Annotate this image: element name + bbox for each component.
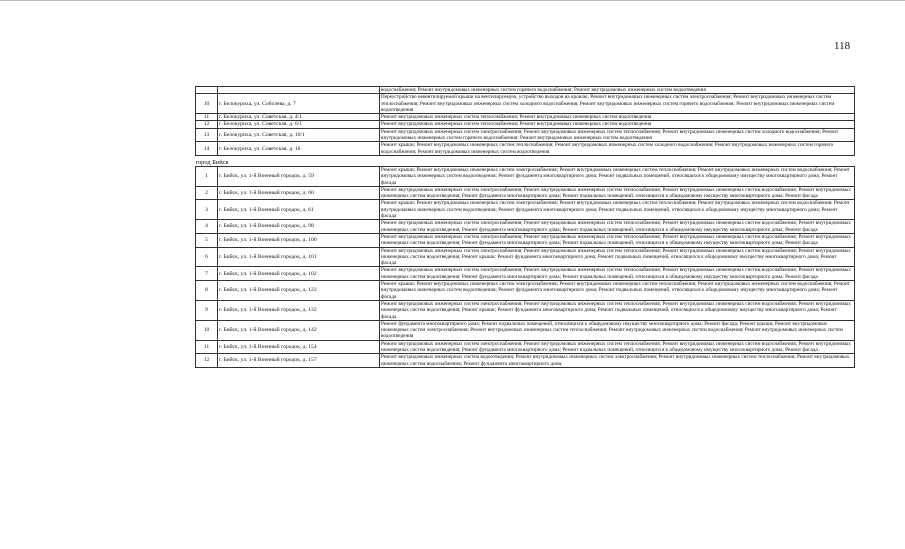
works-cell: водоснабжения; Ремонт внутридомовых инженерных систем горячего водоснабжения; Ремонт внутридомовых инженерных систем водоотведения: [380, 87, 855, 94]
works-cell: Ремонт крыши; Ремонт внутридомовых инженерных систем электроснабжения; Ремонт внутридомовых инженерных систем теплоснабжения; Ремонт внутридомовых инженерных систем водоснабжения; Ремонт внутридомовых инженерных систем водоотведения; Ремонт фундамента многоквартирного дома; Ремонт подвальных помещений, относящихся к общедомовому имуществу многоквартирного дома; Ремонт фасада: [380, 281, 855, 301]
row-number: [196, 87, 218, 94]
works-cell: Ремонт внутридомовых инженерных систем электроснабжения; Ремонт внутридомовых инженерных систем теплоснабжения; Ремонт внутридомовых инженерных систем водоснабжения; Ремонт внутридомовых инженерных систем водоотведения; Ремонт фундамента многоквартирного дома; Ремонт подвальных помещений, относящихся к общедомовому имуществу многоквартирного дома; Ремонт фасада: [380, 233, 855, 247]
row-number: 4: [196, 220, 218, 234]
address-cell: г. Белокуриха, ул. Советская, д. 10/1: [218, 128, 380, 142]
table-row: [196, 166, 855, 186]
table-row: [196, 354, 855, 368]
address-cell: г. Бийск, ул. 1-й Военный городок, д. 61: [218, 200, 380, 220]
row-number: 13: [196, 128, 218, 142]
table-row: [196, 114, 855, 121]
works-cell: Ремонт внутридомовых инженерных систем электроснабжения; Ремонт внутридомовых инженерных систем теплоснабжения; Ремонт внутридомовых инженерных систем водоснабжения; Ремонт внутридомовых инженерных систем водоотведения; Ремонт фундамента многоквартирного дома; Ремонт подвальных помещений, относящихся к общедомовому имуществу многоквартирного дома; Ремонт фасада: [380, 340, 855, 354]
row-number: 12: [196, 121, 218, 128]
works-cell: Ремонт внутридомовых инженерных систем теплоснабжения; Ремонт внутридомовых инженерных систем водоотведения: [380, 114, 855, 121]
section-title: город Бийск: [196, 155, 855, 166]
row-number: 12: [196, 354, 218, 368]
row-number: 11: [196, 340, 218, 354]
address-cell: г. Бийск, ул. 1-й Военный городок, д. 132: [218, 300, 380, 320]
works-cell: Ремонт внутридомовых инженерных систем водоотведения; Ремонт внутридомовых инженерных систем электроснабжения; Ремонт внутридомовых инженерных систем теплоснабжения; Ремонт внутридомовых инженерных систем водоснабжения; Ремонт фундамента многоквартирного дома;: [380, 354, 855, 368]
table-row: [196, 281, 855, 301]
page-number: 118: [834, 40, 851, 52]
row-number: 6: [196, 247, 218, 267]
row-number: 14: [196, 142, 218, 156]
row-number: 3: [196, 200, 218, 220]
table-row: [196, 94, 855, 114]
address-cell: г. Бийск, ул. 1-й Военный городок, д. 59: [218, 166, 380, 186]
table-row: [196, 247, 855, 267]
address-cell: г. Бийск, ул. 1-й Военный городок, д. 122: [218, 281, 380, 301]
works-cell: Ремонт внутридомовых инженерных систем электроснабжения; Ремонт внутридомовых инженерных систем теплоснабжения; Ремонт внутридомовых инженерных систем водоснабжения; Ремонт внутридомовых инженерных систем водоотведения; Ремонт фундамента многоквартирного дома; Ремонт подвальных помещений, относящихся к общедомовому имуществу многоквартирного дома; Ремонт фасада: [380, 186, 855, 200]
address-cell: г. Бийск, ул. 1-й Военный городок, д. 102: [218, 267, 380, 281]
table-row: [196, 128, 855, 142]
table-row: [196, 142, 855, 156]
row-number: 8: [196, 281, 218, 301]
table-row: [196, 200, 855, 220]
works-cell: Ремонт крыши; Ремонт внутридомовых инженерных систем электроснабжения; Ремонт внутридомовых инженерных систем теплоснабжения; Ремонт внутридомовых инженерных систем водоснабжения; Ремонт внутридомовых инженерных систем водоотведения; Ремонт фундамента многоквартирного дома; Ремонт подвальных помещений, относящихся к общедомовому имуществу многоквартирного дома; Ремонт фасада: [380, 200, 855, 220]
address-cell: г. Белокуриха, ул. Советская, д. 16: [218, 142, 380, 156]
row-number: 10: [196, 320, 218, 340]
table-body: [196, 87, 855, 368]
table-row: [196, 220, 855, 234]
address-cell: г. Бийск, ул. 1-й Военный городок, д. 98: [218, 220, 380, 234]
works-cell: Ремонт внутридомовых инженерных систем электроснабжения; Ремонт внутридомовых инженерных систем теплоснабжения; Ремонт внутридомовых инженерных систем водоснабжения; Ремонт внутридомовых инженерных систем водоотведения; Ремонт крыши; Ремонт фундамента многоквартирного дома; Ремонт подвальных помещений, относящихся к общедомовому имуществу многоквартирного дома; Ремонт фасада: [380, 247, 855, 267]
address-cell: г. Бийск, ул. 1-й Военный городок, д. 142: [218, 320, 380, 340]
works-cell: Переустройство невентилируемой крыши на вентилируемую, устройство выходов на кровлю; Ремонт внутридомовых инженерных систем электроснабжения; Ремонт внутридомовых инженерных систем теплоснабжения; Ремонт внутридомовых инженерных систем холодного водоснабжения; Ремонт внутридомовых инженерных систем горячего водоснабжения; Ремонт внутридомовых инженерных систем водоотведения: [380, 94, 855, 114]
row-number: 11: [196, 114, 218, 121]
scan-edge-line: [0, 0, 905, 1]
address-cell: [218, 87, 380, 94]
row-number: 2: [196, 186, 218, 200]
table-row: [196, 121, 855, 128]
table-row: [196, 233, 855, 247]
row-number: 9: [196, 300, 218, 320]
section-row: [196, 155, 855, 166]
address-cell: г. Бийск, ул. 1-й Военный городок, д. 157: [218, 354, 380, 368]
works-cell: Ремонт внутридомовых инженерных систем электроснабжения; Ремонт внутридомовых инженерных систем теплоснабжения; Ремонт внутридомовых инженерных систем водоснабжения; Ремонт внутридомовых инженерных систем водоотведения; Ремонт фундамента многоквартирного дома; Ремонт подвальных помещений, относящихся к общедомовому имуществу многоквартирного дома; Ремонт фасада: [380, 267, 855, 281]
address-cell: г. Бийск, ул. 1-й Военный городок, д. 101: [218, 247, 380, 267]
table-row: [196, 300, 855, 320]
row-number: 7: [196, 267, 218, 281]
works-cell: Ремонт внутридомовых инженерных систем электроснабжения; Ремонт внутридомовых инженерных систем теплоснабжения; Ремонт внутридомовых инженерных систем холодного водоснабжения; Ремонт внутридомовых инженерных систем горячего водоснабжения; Ремонт внутридомовых инженерных систем водоотведения: [380, 128, 855, 142]
works-cell: Ремонт крыши; Ремонт внутридомовых инженерных систем теплоснабжения; Ремонт внутридомовых инженерных систем холодного водоснабжения; Ремонт внутридомовых инженерных систем горячего водоснабжения; Ремонт внутридомовых инженерных систем водоотведения: [380, 142, 855, 156]
address-cell: г. Бийск, ул. 1-й Военный городок, д. 100: [218, 233, 380, 247]
address-cell: г. Бийск, ул. 1-й Военный городок, д. 60: [218, 186, 380, 200]
table-row: [196, 267, 855, 281]
table-row: [196, 320, 855, 340]
address-cell: г. Белокуриха, ул. Советская, д. 6/1: [218, 121, 380, 128]
row-number: 10: [196, 94, 218, 114]
address-cell: г. Белокуриха, ул. Советская, д. 4/1: [218, 114, 380, 121]
works-cell: Ремонт внутридомовых инженерных систем теплоснабжения; Ремонт внутридомовых инженерных систем водоотведения: [380, 121, 855, 128]
row-number: 1: [196, 166, 218, 186]
address-cell: г. Бийск, ул. 1-й Военный городок, д. 154: [218, 340, 380, 354]
repair-works-table: [195, 86, 855, 368]
table-row: [196, 340, 855, 354]
row-number: 5: [196, 233, 218, 247]
works-cell: Ремонт крыши; Ремонт внутридомовых инженерных систем электроснабжения; Ремонт внутридомовых инженерных систем теплоснабжения; Ремонт внутридомовых инженерных систем водоснабжения; Ремонт внутридомовых инженерных систем водоотведения; Ремонт фундамента многоквартирного дома; Ремонт подвальных помещений, относящихся к общедомовому имуществу многоквартирного дома; Ремонт фасада: [380, 166, 855, 186]
table-row: [196, 87, 855, 94]
works-cell: Ремонт фундамента многоквартирного дома; Ремонт подвальных помещений, относящихся к общедомовому имуществу многоквартирного дома; Ремонт фасада; Ремонт крыши; Ремонт внутридомовых инженерных систем электроснабжения; Ремонт внутридомовых инженерных систем теплоснабжения; Ремонт внутридомовых инженерных систем водоснабжения; Ремонт внутридомовых инженерных систем водоотведения: [380, 320, 855, 340]
address-cell: г. Белокуриха, ул. Соболева, д. 7: [218, 94, 380, 114]
works-cell: Ремонт внутридомовых инженерных систем электроснабжения; Ремонт внутридомовых инженерных систем теплоснабжения; Ремонт внутридомовых инженерных систем водоснабжения; Ремонт внутридомовых инженерных систем водоотведения; Ремонт крыши; Ремонт фундамента многоквартирного дома; Ремонт подвальных помещений, относящихся к общедомовому имуществу многоквартирного дома; Ремонт фасада: [380, 300, 855, 320]
table-row: [196, 186, 855, 200]
works-cell: Ремонт внутридомовых инженерных систем электроснабжения; Ремонт внутридомовых инженерных систем теплоснабжения; Ремонт внутридомовых инженерных систем водоснабжения; Ремонт внутридомовых инженерных систем водоотведения; Ремонт фундамента многоквартирного дома; Ремонт подвальных помещений, относящихся к общедомовому имуществу многоквартирного дома; Ремонт фасада: [380, 220, 855, 234]
